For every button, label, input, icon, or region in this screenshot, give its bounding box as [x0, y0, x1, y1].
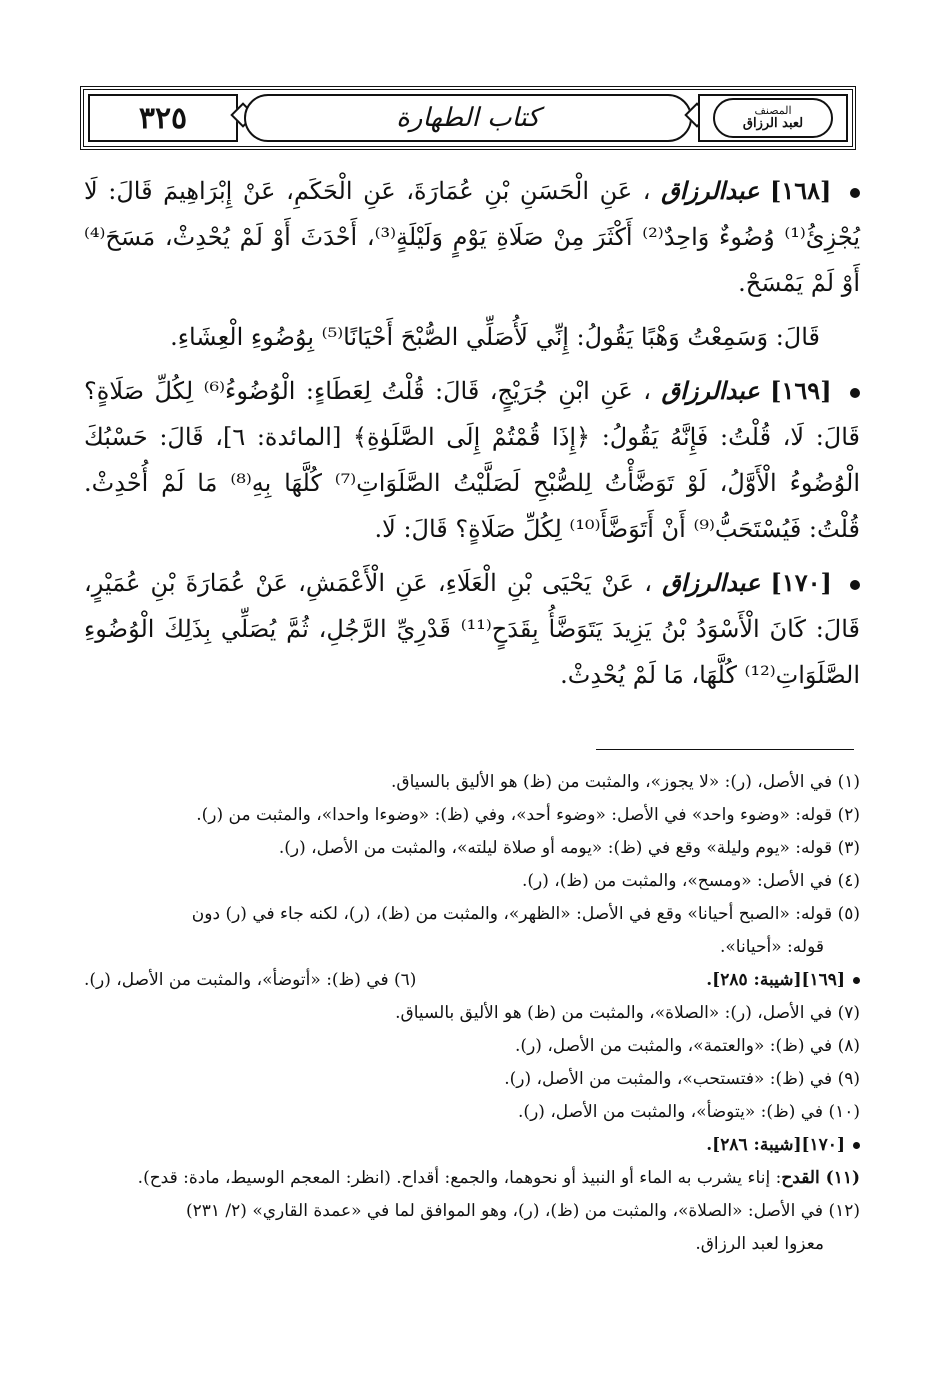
logo-bottom-text: لعبد الرزاق	[742, 116, 804, 131]
source-reference: [١٧٠][شيبة: ٢٨٦].	[84, 1129, 860, 1162]
footnotes	[84, 766, 860, 1261]
source-reference: [١٦٩][شيبة: ٢٨٥].	[706, 964, 860, 997]
page-number: ٣٢٥	[138, 100, 188, 136]
narrator-name: عبدالرزاق	[661, 376, 760, 405]
bullet-icon	[853, 977, 860, 984]
footnote: (٩) في (ظ): «فتستحب»، والمثبت من الأصل، (ر).	[504, 1069, 860, 1089]
hadith-168-addendum	[84, 314, 860, 360]
footnote-continuation: معزوا لعبد الرزاق.	[695, 1234, 824, 1254]
hadith-number: [١٦٩]	[770, 376, 832, 405]
chapter-title: كتاب الطهارة	[396, 103, 540, 133]
hadith-170	[84, 560, 860, 698]
narrator-name: عبدالرزاق	[662, 568, 761, 597]
hadith-text: ، عَنْ يَحْيَى بْنِ الْعَلَاءِ، عَنِ الْأَعْمَشِ، عَنْ عُمَارَةَ بْنِ عُمَيْرٍ، قَالَ: كَانَ الْأَسْوَدُ بْنُ يَزِيدَ يَتَوَضَّأُ بِقَدَحٍ⁽¹¹⁾ قَدْرِيِّ الرَّجُلِ، ثُمَّ يُصَلِّي بِذَلِكَ الْوُضُوءِ الصَّلَوَاتِ⁽¹²⁾ كُلَّهَا، مَا لَمْ يُحْدِثْ.	[84, 569, 860, 689]
hadith-text: ، عَنِ الْحَسَنِ بْنِ عُمَارَةَ، عَنِ الْحَكَمِ، عَنْ إِبْرَاهِيمَ قَالَ: لَا يُجْزِئُ⁽¹⁾ وُضُوءٌ وَاحِدٌ⁽²⁾ أَكْثَرَ مِنْ صَلَاةِ يَوْمٍ وَلَيْلَةٍ⁽³⁾، أَحْدَثَ أَوْ لَمْ يُحْدِثْ، مَسَحَ⁽⁴⁾ أَوْ لَمْ يَمْسَحْ.	[84, 177, 860, 297]
logo-top-text: المصنف	[754, 104, 792, 117]
footnote: (٧) في الأصل، (ر): «الصلاة»، والمثبت من (ظ) هو الأليق بالسياق.	[395, 1003, 860, 1023]
logo-box	[698, 94, 848, 142]
hadith-169	[84, 368, 860, 552]
footnote: (١٢) في الأصل: «الصلاة»، والمثبت من (ظ)، (ر)، وهو الموافق لما في «عمدة القاري» (٢/ ٢٣١)	[185, 1201, 860, 1221]
main-text	[84, 168, 860, 706]
header-title-box	[244, 94, 692, 142]
hadith-number: [١٦٨]	[769, 176, 832, 205]
footnote-divider	[596, 749, 854, 750]
page-header	[80, 86, 856, 150]
footnote: (١١) القدح: إناء يشرب به الماء أو النبيذ أو نحوهما، والجمع: أقداح. (انظر: المعجم الوسيط، مادة: قدح).	[137, 1168, 860, 1188]
book-logo	[713, 98, 833, 138]
footnote: (٥) قوله: «الصبح أحيانا» وقع في الأصل: «الظهر»، والمثبت من (ظ)، (ر)، لكنه جاء في (ر) دون	[191, 904, 860, 924]
footnote: (٢) قوله: «وضوء واحد» في الأصل: «وضوء أحد»، وفي (ظ): «وضوءا واحدا»، والمثبت من (ر).	[196, 805, 860, 825]
bullet-icon	[853, 1142, 860, 1149]
hadith-number: [١٧٠]	[770, 568, 832, 597]
hadith-168	[84, 168, 860, 306]
hadith-text: قَالَ: وَسَمِعْتُ وَهْبًا يَقُولُ: إِنِّي لَأُصَلِّي الصُّبْحَ أَحْيَانًا⁽⁵⁾ بِوُضُوءِ الْعِشَاءِ.	[170, 323, 820, 351]
hadith-text: ، عَنِ ابْنِ جُرَيْجٍ، قَالَ: قُلْتُ لِعَطَاءٍ: الْوُضُوءُ⁽⁶⁾ لِكُلِّ صَلَاةٍ؟ قَالَ: لَا، قُلْتُ: فَإِنَّهُ يَقُولُ: ﴿إِذَا قُمْتُمْ إِلَى الصَّلَوٰةِ﴾ [المائدة: ٦]، قَالَ: حَسْبُكَ الْوُضُوءُ الْأَوَّلُ، لَوْ تَوَضَّأْتُ لِلصُّبْحِ لَصَلَّيْتُ الصَّلَوَاتِ⁽⁷⁾ كُلَّهَا بِهِ⁽⁸⁾ مَا لَمْ أُحْدِثْ. قُلْتُ: فَيُسْتَحَبُّ⁽⁹⁾ أَنْ أَتَوَضَّأَ⁽¹⁰⁾ لِكُلِّ صَلَاةٍ؟ قَالَ: لَا.	[84, 377, 861, 543]
narrator-name: عبدالرزاق	[661, 176, 760, 205]
bullet-icon	[850, 388, 860, 398]
footnote-continuation: قوله: «أحيانا».	[720, 937, 824, 957]
footnote: (١) في الأصل، (ر): «لا يجوز»، والمثبت من (ظ) هو الأليق بالسياق.	[391, 772, 860, 792]
footnote: (٦) في (ظ): «أتوضأ»، والمثبت من الأصل، (ر).	[84, 970, 417, 990]
footnote: (٨) في (ظ): «والعتمة»، والمثبت من الأصل، (ر).	[515, 1036, 860, 1056]
footnote: (٣) قوله: «يوم وليلة» وقع في (ظ): «يومه أو صلاة ليلته»، والمثبت من الأصل، (ر).	[278, 838, 860, 858]
footnote: (١٠) في (ظ): «يتوضأ»، والمثبت من الأصل، (ر).	[518, 1102, 860, 1122]
footnote: (٤) في الأصل: «ومسح»، والمثبت من (ظ)، (ر).	[521, 871, 860, 891]
page-number-box	[88, 94, 238, 142]
footnote-row	[84, 964, 860, 997]
bullet-icon	[850, 580, 860, 590]
bullet-icon	[850, 188, 860, 198]
